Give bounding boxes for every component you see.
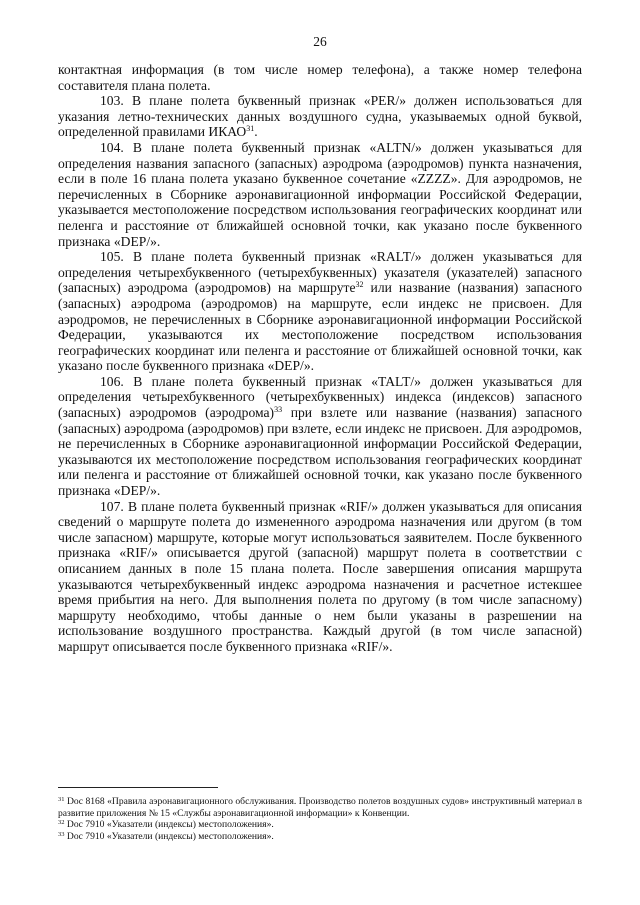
footnote-divider: [58, 787, 218, 788]
footnote-ref-32[interactable]: 32: [355, 280, 364, 290]
page-number: 26: [313, 34, 327, 49]
paragraph-continuation: [58, 62, 582, 93]
paragraph-104: [58, 140, 582, 249]
footnote-mark: 32: [58, 819, 65, 827]
paragraph-107: [58, 499, 582, 655]
paragraph-number: 104.: [100, 139, 124, 155]
paragraph-text: при взлете или название (названия) запасного (запасных) аэродрома (аэродромов) при взлете, если индекс не присвоен. Для аэродромов, не перечисленных в Сборнике аэронавигационной информации Российской Федерации, указываются их местоположение посредством использования географических координат или пеленга и расстояние от ближайшей основной точки, как указано после буквенного признака «DEP/».: [58, 405, 582, 499]
footnote-ref-33[interactable]: 33: [274, 405, 283, 415]
paragraph-text: или название (названия) запасного (запасных) аэродрома (аэродромов) на маршруте, если индекс не присвоен. Для аэродромов, не перечисленных в Сборнике аэронавигационной информации Российской Федерации, указываются их местоположение посредством использования географических координат или пеленга и расстояние от ближайшей основной точки, как указано после буквенного признака «DEP/».: [58, 280, 582, 374]
paragraph-number: 103.: [100, 93, 124, 109]
paragraph-text: В плане полета буквенный признак «TALT/» должен указываться для определения четырехбуквенного (четырехбуквенных) индекса (индексов) запасного (запасных) аэродромов (аэродрома): [58, 373, 582, 421]
paragraph-103: [58, 93, 582, 140]
paragraph-number: 105.: [100, 249, 124, 265]
paragraph-text: .: [254, 124, 258, 140]
paragraph-text: В плане полета буквенный признак «PER/» должен использоваться для указания летно-технических данных воздушного судна, указываемых одной буквой, определенной правилами ИКАО: [58, 93, 582, 140]
footnote-mark: 33: [58, 830, 65, 838]
paragraph-text: контактная информация (в том числе номер телефона), а также номер телефона составителя плана полета.: [58, 62, 582, 93]
paragraph-105: [58, 249, 582, 374]
document-body: [58, 62, 582, 655]
paragraph-number: 106.: [100, 373, 124, 389]
paragraph-text: В плане полета буквенный признак «ALTN/» должен указываться для определения названия запасного (запасных) аэродрома (аэродромов) пункта назначения, если в поле 16 плана полета указано буквенное сочетание «ZZZZ». Для аэродромов, не перечисленных в Сборнике аэронавигационной информации Российской Федерации, указывается местоположение посредством использования географических координат или пеленга и расстояние от ближайшей основной точки, как указано после буквенного признака «DEP/».: [58, 139, 583, 249]
footnote-32: [58, 819, 582, 831]
paragraph-number: 107.: [100, 498, 124, 514]
paragraph-text: В плане полета буквенный признак «RIF/» должен указываться для описания сведений о маршруте полета до измененного аэродрома назначения или другом (в том числе запасном) маршруте, которые могут использоваться заявителем. После буквенного признака «RIF/» описывается другой (запасной) маршрут полета в соответствии с описанием данных в поле 15 плана полета. После завершения описания маршрута указываются четырехбуквенный индекс аэродрома назначения и расчетное истекшее время прибытия на него. Для выполнения полета по другому (в том числе запасному) маршруту необходимо, чтобы данные о нем были указаны в разрешении на использование воздушного пространства. Каждый другой (в том числе запасной) маршрут описывается после буквенного признака «RIF/».: [58, 498, 582, 654]
footnote-text: Doc 8168 «Правила аэронавигационного обслуживания. Производство полетов воздушных судов» инструктивный материал в развитие приложения № 15 «Службы аэронавигационной информации» к Конвенции.: [58, 796, 582, 819]
footnote-33: [58, 831, 582, 843]
footnote-mark: 31: [58, 796, 65, 803]
footnote-text: Doc 7910 «Указатели (индексы) местоположения».: [66, 819, 274, 831]
paragraph-106: [58, 374, 582, 499]
footnote-text: Doc 7910 «Указатели (индексы) местоположения».: [66, 830, 274, 842]
footnote-31: [58, 796, 582, 819]
footnote-ref-31[interactable]: 31: [246, 124, 255, 134]
footnotes: [58, 796, 582, 842]
paragraph-text: В плане полета буквенный признак «RALT/» должен указываться для определения четырехбуквенного (четырехбуквенных) указателя (указателей) запасного (запасных) аэродрома (аэродромов) на маршруте: [58, 249, 582, 296]
